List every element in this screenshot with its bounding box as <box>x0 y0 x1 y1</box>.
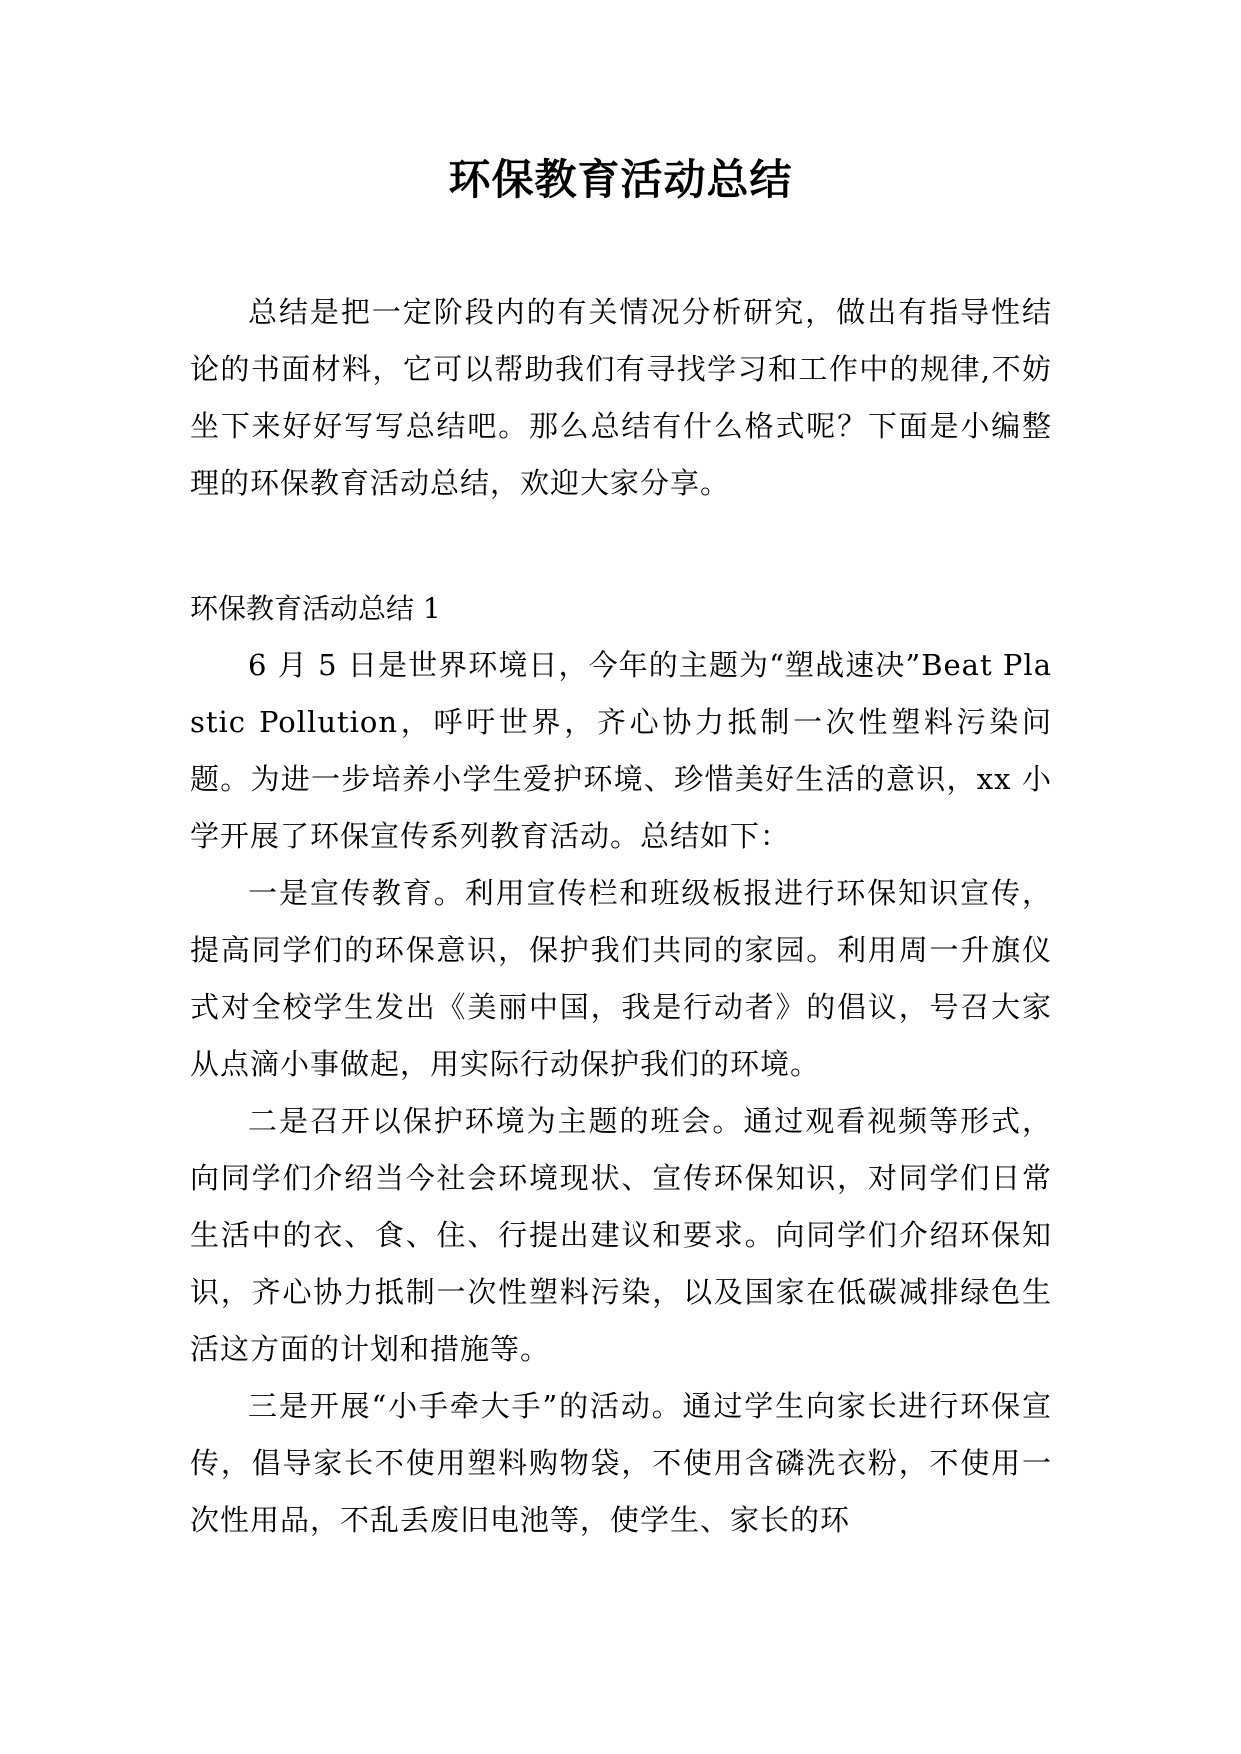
paragraph-class-meeting: 二是召开以保护环境为主题的班会。通过观看视频等形式，向同学们介绍当今社会环境现状、宣传环保知识，对同学们日常生活中的衣、食、住、行提出建议和要求。向同学们介绍环保知识，齐心协力抵制一次性塑料污染，以及国家在低碳减排绿色生活这方面的计划和措施等。 <box>190 1104 1052 1366</box>
paragraph-small-hands-big-hands: 三是开展“小手牵大手”的活动。通过学生向家长进行环保宣传，倡导家长不使用塑料购物袋，不使用含磷洗衣粉，不使用一次性用品，不乱丢废旧电池等，使学生、家长的环 <box>190 1389 1052 1537</box>
section-heading: 环保教育活动总结 1 <box>190 592 441 625</box>
document-title: 环保教育活动总结 <box>448 155 793 204</box>
paragraph-world-environment-day: 6 月 5 日是世界环境日，今年的主题为“塑战速决”Beat Plastic Pollution，呼吁世界，齐心协力抵制一次性塑料污染问题。为进一步培养小学生爱护环境、珍惜美好生活的意识，xx 小学开展了环保宣传系列教育活动。总结如下： <box>190 648 1052 853</box>
intro-paragraph: 总结是把一定阶段内的有关情况分析研究，做出有指导性结论的书面材料，它可以帮助我们有寻找学习和工作中的规律,不妨坐下来好好写写总结吧。那么总结有什么格式呢？下面是小编整理的环保教育活动总结，欢迎大家分享。 <box>190 295 1052 500</box>
section-body <box>190 637 1052 1549</box>
paragraph-publicity-education: 一是宣传教育。利用宣传栏和班级板报进行环保知识宣传，提高同学们的环保意识，保护我们共同的家园。利用周一升旗仪式对全校学生发出《美丽中国，我是行动者》的倡议，号召大家从点滴小事做起，用实际行动保护我们的环境。 <box>190 876 1052 1081</box>
